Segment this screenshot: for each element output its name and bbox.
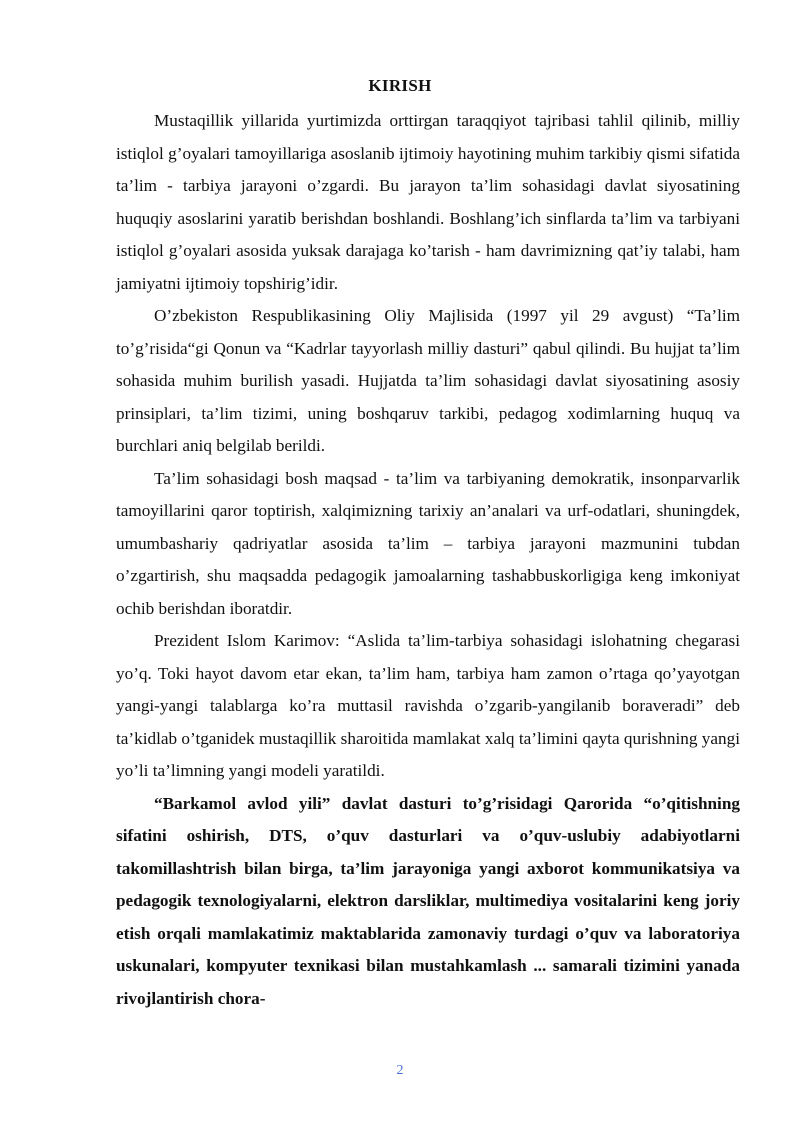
body-text [116, 105, 740, 1015]
page-title: KIRISH [368, 76, 432, 95]
paragraph: Mustaqillik yillarida yurtimizda orttirgan taraqqiyot tajribasi tahlil qilinib, milliy istiqlol g’oyalari tamoyillariga asoslanib ijtimoiy hayotining muhim tarkibiy qismi sifatida ta’lim - tarbiya jarayoni o’zgardi. Bu jarayon ta’lim sohasidagi davlat siyosatining huquqiy asoslarini yaratib berishdan boshlandi. Boshlang’ich sinflarda ta’lim va tarbiyani istiqlol g’oyalari asosida yuksak darajaga ko’tarish - ham davrimizning qat’iy talabi, ham jamiyatni ijtimoiy topshirig’idir. [116, 111, 740, 293]
paragraph: Ta’lim sohasidagi bosh maqsad - ta’lim va tarbiyaning demokratik, insonparvarlik tamoyillarini qaror toptirish, xalqimizning tarixiy an’analari va urf-odatlari, shuningdek, umumbashariy qadriyatlar asosida ta’lim – tarbiya jarayoni mazmunini tubdan o’zgartirish, shu maqsadda pedagogik jamoalarning tashabbuskorligiga keng imkoniyat ochib berishdan iboratdir. [116, 468, 740, 618]
paragraph: O’zbekiston Respublikasining Oliy Majlisida (1997 yil 29 avgust) “Ta’lim to’g’risida“gi Qonun va “Kadrlar tayyorlash milliy dasturi” qabul qilindi. Bu hujjat ta’lim sohasida muhim burilish yasadi. Hujjatda ta’lim sohasidagi davlat siyosatining asosiy prinsiplari, ta’lim tizimi, uning boshqaruv tarkibi, pedagog xodimlarning huquq va burchlari aniq belgilab berildi. [116, 306, 740, 455]
paragraph: Prezident Islom Karimov: “Aslida ta’lim-tarbiya sohasidagi islohatning chegarasi yo’q. Toki hayot davom etar ekan, ta’lim ham, tarbiya ham zamon o’rtaga qo’yayotgan yangi-yangi talablarga ko’ra muttasil ravishda o’zgarib-yangilanib boraveradi” deb ta’kidlab o’tganidek mustaqillik sharoitida mamlakat xalq ta’limini qayta qurishning yangi yo’li ta’limning yangi modeli yaratildi. [116, 631, 740, 780]
bold-paragraph: “Barkamol avlod yili” davlat dasturi to’g’risidagi Qarorida “o’qitishning sifatini oshirish, DTS, o’quv dasturlari va o’quv-uslubiy adabiyotlarni takomillashtrish bilan birga, ta’lim jarayoniga yangi axborot kommunikatsiya va pedagogik texnologiyalarni, elektron darsliklar, multimediya vositalarini keng joriy etish orqali mamlakatimiz maktablarida zamonaviy turdagi o’quv va laboratoriya uskunalari, kompyuter texnikasi bilan mustahkamlash ... samarali tizimini yanada rivojlantirish chora- [116, 793, 740, 1008]
page-number: 2 [396, 1063, 404, 1078]
